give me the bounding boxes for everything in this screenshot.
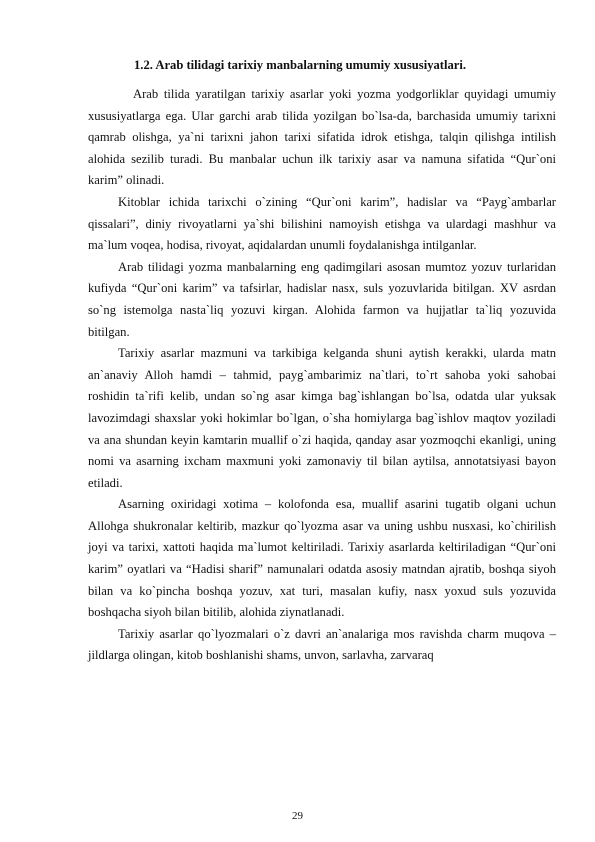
section-heading: 1.2. Arab tilidagi tarixiy manbalarning umumiy xususiyatlari. bbox=[134, 58, 467, 72]
paragraph: Asarning oxiridagi xotima – kolofonda esa, muallif asarini tugatib olgani uchun Allohga shukronalar keltirib, mazkur qo`lyozma asar va uning ushbu nusxasi, ko`chirilish joyi va tarixi, xattoti haqida ma`lumot keltiriladi. Tarixiy asarlarda keltiriladigan “Qur`oni karim” oyatlari va “Hadisi sharif” namunalari odatda asosiy matndan ajratib, boshqa siyoh bilan va ko`pincha boshqa yozuv, xat turi, masalan kufiy, nasx yoxud suls yozuvida boshqacha siyoh bilan bitilib, alohida ziynatlanadi. bbox=[88, 497, 556, 620]
paragraph: Kitoblar ichida tarixchi o`zining “Qur`oni karim”, hadislar va “Payg`ambarlar qissalari”, diniy rivoyatlarni ya`shi bilishini namoyish etishga va ulardagi mashhur va ma`lum voqea, hodisa, rivoyat, aqidalardan unumli foydalanishga intilganlar. bbox=[88, 194, 556, 253]
body-text bbox=[88, 84, 556, 667]
page-number: 29 bbox=[292, 810, 303, 822]
paragraph: Tarixiy asarlar qo`lyozmalari o`z davri an`analariga mos ravishda charm muqova – jildlarga olingan, kitob boshlanishi shams, unvon, sarlavha, zarvaraq bbox=[88, 626, 556, 663]
paragraph: Arab tilidagi yozma manbalarning eng qadimgilari asosan mumtoz yozuv turlaridan kufiyda “Qur`oni karim” va tafsirlar, hadislar nasx, suls yozuvlarida bitilgan. XV asrdan so`ng istemolga nasta`liq yozuvi kirgan. Alohida farmon va hujjatlar ta`liq yozuvida bitilgan. bbox=[88, 259, 556, 339]
paragraph: Tarixiy asarlar mazmuni va tarkibiga kelganda shuni aytish kerakki, ularda matn an`anaviy Alloh hamdi – tahmid, payg`ambarimiz na`tlari, to`rt sahoba yoki sahobai roshidin ta`rifi kelib, undan so`ng asar kimga bag`ishlangan bo`lsa, odatda ular yuksak lavozimdagi shaxslar yoki hokimlar bo`lgan, o`sha homiylarga bag`ishlov maqtov yoziladi va ana shundan keyin kamtarin muallif o`zi haqida, qanday asar yozmoqchi ekanligi, uning nomi va asarning ixcham maxmuni yoki zamonaviy til bilan aytilsa, annotatsiyasi bayon etiladi. bbox=[88, 346, 556, 490]
paragraph: Arab tilida yaratilgan tarixiy asarlar yoki yozma yodgorliklar quyidagi umumiy xususiyatlarga ega. Ular garchi arab tilida yozilgan bo`lsa-da, barchasida umumiy tarixni qamrab olishga, ya`ni tarixni jahon tarixi sifatida idrok etishga, talqin qilishga intilish alohida sezilib turadi. Bu manbalar uchun ilk tarixiy asar va namuna sifatida “Qur`oni karim” olinadi. bbox=[88, 87, 556, 188]
